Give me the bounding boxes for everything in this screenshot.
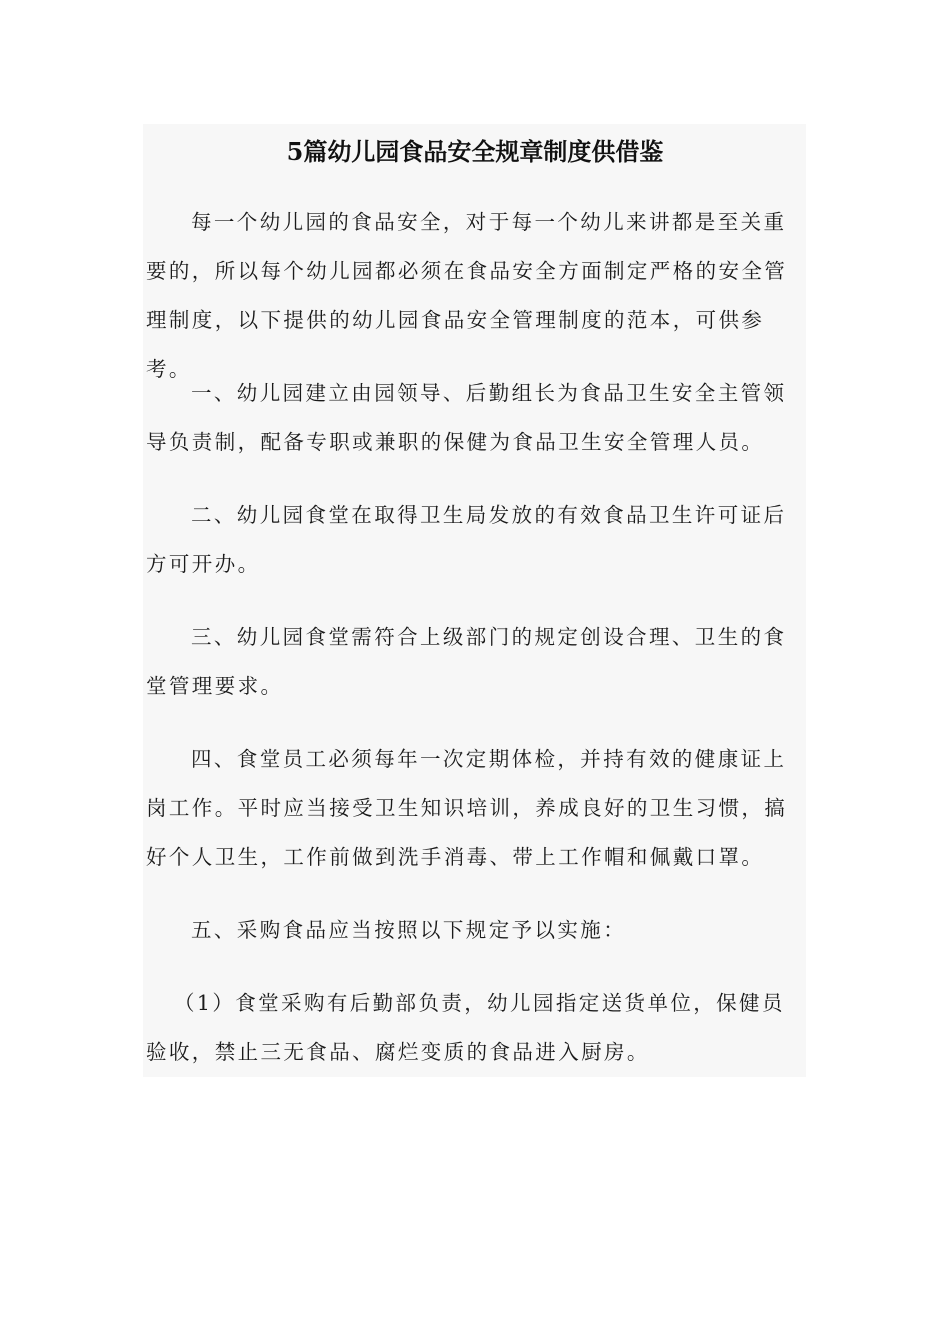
rule-paragraph-5: 五、采购食品应当按照以下规定予以实施：: [191, 918, 627, 942]
document-title: 5篇幼儿园食品安全规章制度供借鉴: [286, 137, 664, 166]
intro-paragraph: 每一个幼儿园的食品安全，对于每一个幼儿来讲都是至关重要的，所以每个幼儿园都必须在食品安全方面制定严格的安全管理制度，以下提供的幼儿园食品安全管理制度的范本，可供参考。: [146, 210, 788, 381]
rule-paragraph-3: 三、幼儿园食堂需符合上级部门的规定创设合理、卫生的食堂管理要求。: [146, 625, 787, 698]
rule-paragraph-2: 二、幼儿园食堂在取得卫生局发放的有效食品卫生许可证后方可开办。: [146, 503, 787, 576]
rule-paragraph-1: 一、幼儿园建立由园领导、后勤组长为食品卫生安全主管领导负责制，配备专职或兼职的保健为食品卫生安全管理人员。: [146, 381, 787, 454]
rule-subitem-1: （1）食堂采购有后勤部负责，幼儿园指定送货单位，保健员验收，禁止三无食品、腐烂变质的食品进入厨房。: [146, 991, 785, 1064]
rule-paragraph-4: 四、食堂员工必须每年一次定期体检，并持有效的健康证上岗工作。平时应当接受卫生知识培训，养成良好的卫生习惯，搞好个人卫生，工作前做到洗手消毒、带上工作帽和佩戴口罩。: [146, 747, 788, 869]
